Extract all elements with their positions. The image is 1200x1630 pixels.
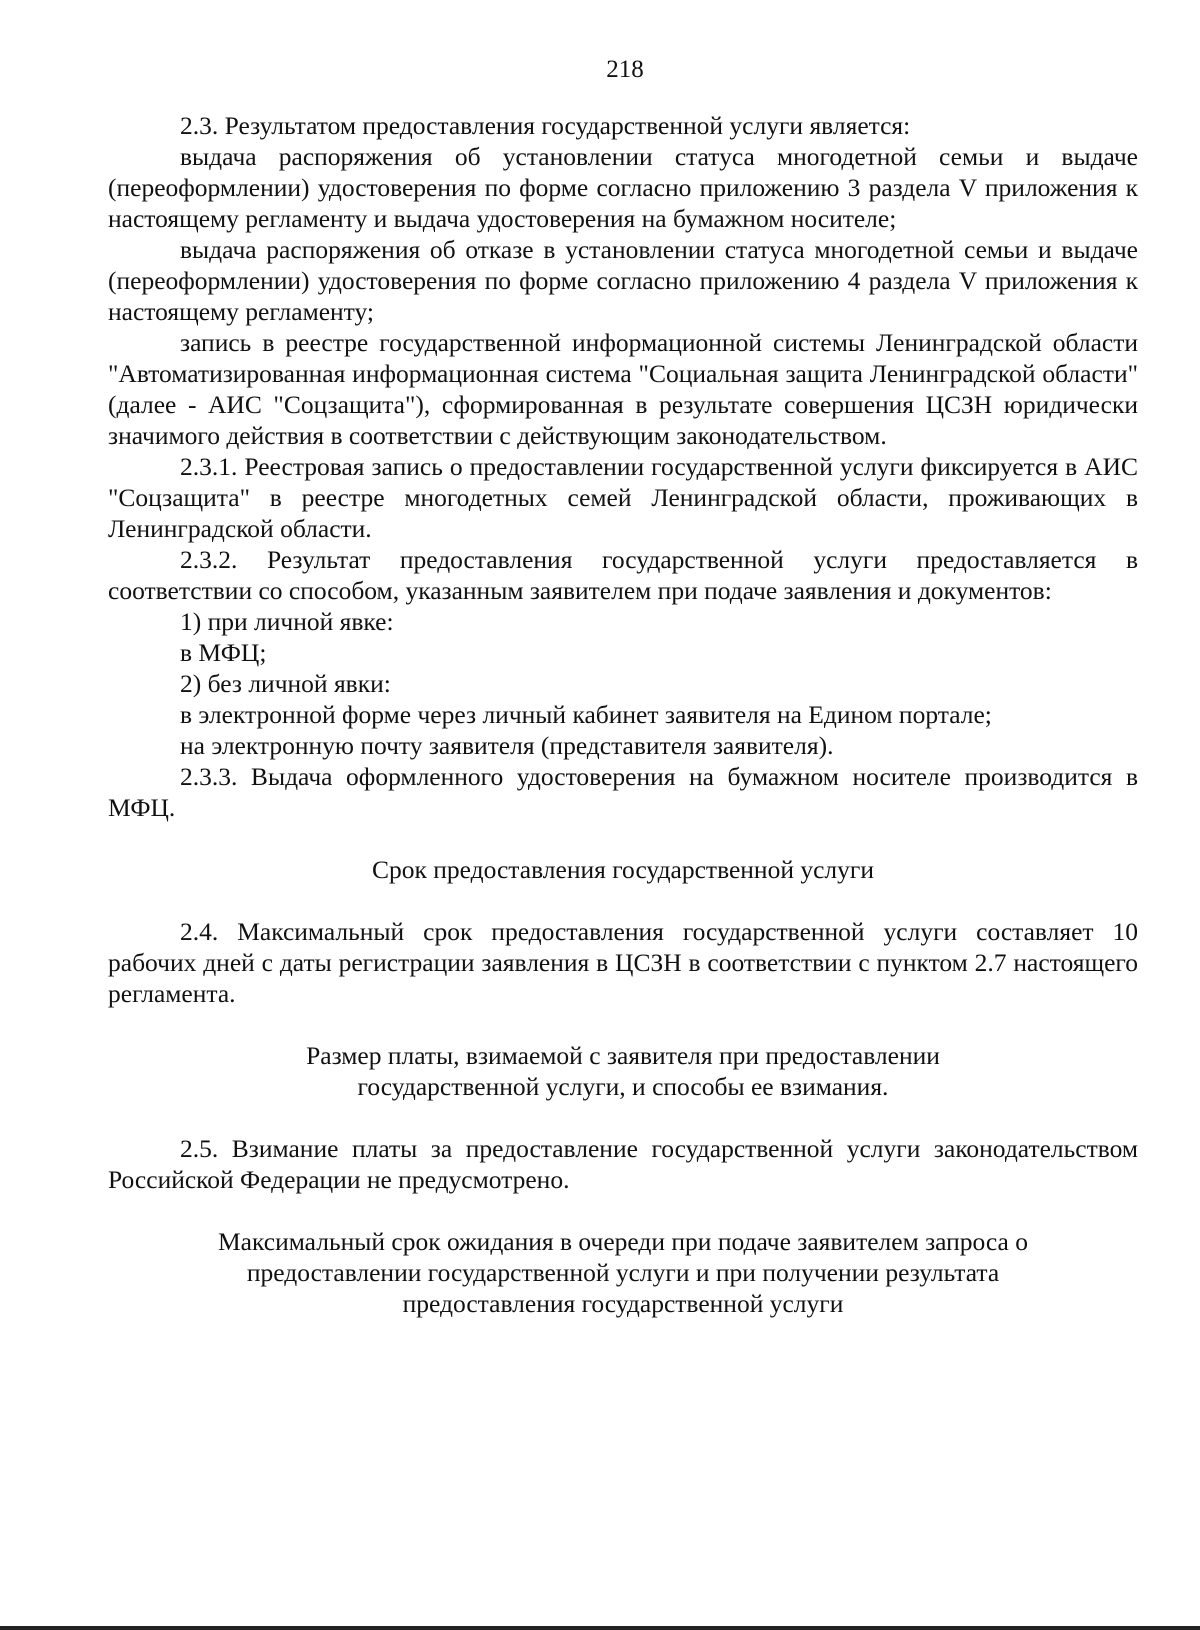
paragraph-2-5: 2.5. Взимание платы за предоставление государственной услуги законодательством Российской Федерации не предусмотрено. bbox=[108, 1134, 1138, 1194]
paragraph-2-3-2: 2.3.2. Результат предоставления государственной услуги предоставляется в соответствии со способом, указанным заявителем при подаче заявления и документов: bbox=[108, 545, 1138, 605]
paragraph-result-issue: выдача распоряжения об установлении статуса многодетной семьи и выдаче (переоформлении) удостоверения по форме согласно приложению 3 раздела V приложения к настоящему регламенту и выдача удостоверения на бумажном носителе; bbox=[108, 142, 1138, 233]
paragraph-result-registry: запись в реестре государственной информационной системы Ленинградской области "Автоматизированная информационная система "Социальная защита Ленинградской области" (далее - АИС "Соцзащита"), сформированная в результате совершения ЦСЗН юридически значимого действия в соответствии с действующим законодательством. bbox=[108, 328, 1138, 450]
section-heading-term: Срок предоставления государственной услуги bbox=[371, 855, 874, 884]
section-heading-wait-line2: предоставлении государственной услуги и при получении результата bbox=[246, 1258, 1000, 1287]
page-number: 218 bbox=[606, 56, 644, 83]
list-item-personal: 1) при личной явке: bbox=[180, 607, 394, 636]
paragraph-2-3-3: 2.3.3. Выдача оформленного удостоверения на бумажном носителе производится в МФЦ. bbox=[108, 762, 1138, 822]
section-heading-fee-line2: государственной услуги, и способы ее взимания. bbox=[357, 1072, 889, 1101]
section-heading-wait-line1: Максимальный срок ожидания в очереди при подаче заявителем запроса о bbox=[218, 1227, 1028, 1256]
paragraph-2-3-1: 2.3.1. Реестровая запись о предоставлении государственной услуги фиксируется в АИС "Соцзащита" в реестре многодетных семей Ленинградской области, проживающих в Ленинградской области. bbox=[108, 452, 1138, 543]
list-item-mfc: в МФЦ; bbox=[180, 638, 267, 667]
section-heading-wait-line3: предоставления государственной услуги bbox=[402, 1289, 844, 1318]
paragraph-2-3: 2.3. Результатом предоставления государственной услуги является: bbox=[180, 111, 911, 140]
list-item-electronic: в электронной форме через личный кабинет заявителя на Едином портале; bbox=[180, 700, 992, 729]
list-item-remote: 2) без личной явки: bbox=[180, 669, 391, 698]
document-body bbox=[108, 110, 1138, 1319]
section-heading-fee-line1: Размер платы, взимаемой с заявителя при предоставлении bbox=[306, 1041, 940, 1070]
paragraph-result-refusal: выдача распоряжения об отказе в установлении статуса многодетной семьи и выдаче (переоформлении) удостоверения по форме согласно приложению 4 раздела V приложения к настоящему регламенту; bbox=[108, 235, 1138, 326]
scan-bottom-edge bbox=[0, 1626, 1200, 1630]
paragraph-2-4: 2.4. Максимальный срок предоставления государственной услуги составляет 10 рабочих дней с даты регистрации заявления в ЦСЗН в соответствии с пунктом 2.7 настоящего регламента. bbox=[108, 917, 1138, 1008]
list-item-email: на электронную почту заявителя (представителя заявителя). bbox=[180, 731, 834, 760]
